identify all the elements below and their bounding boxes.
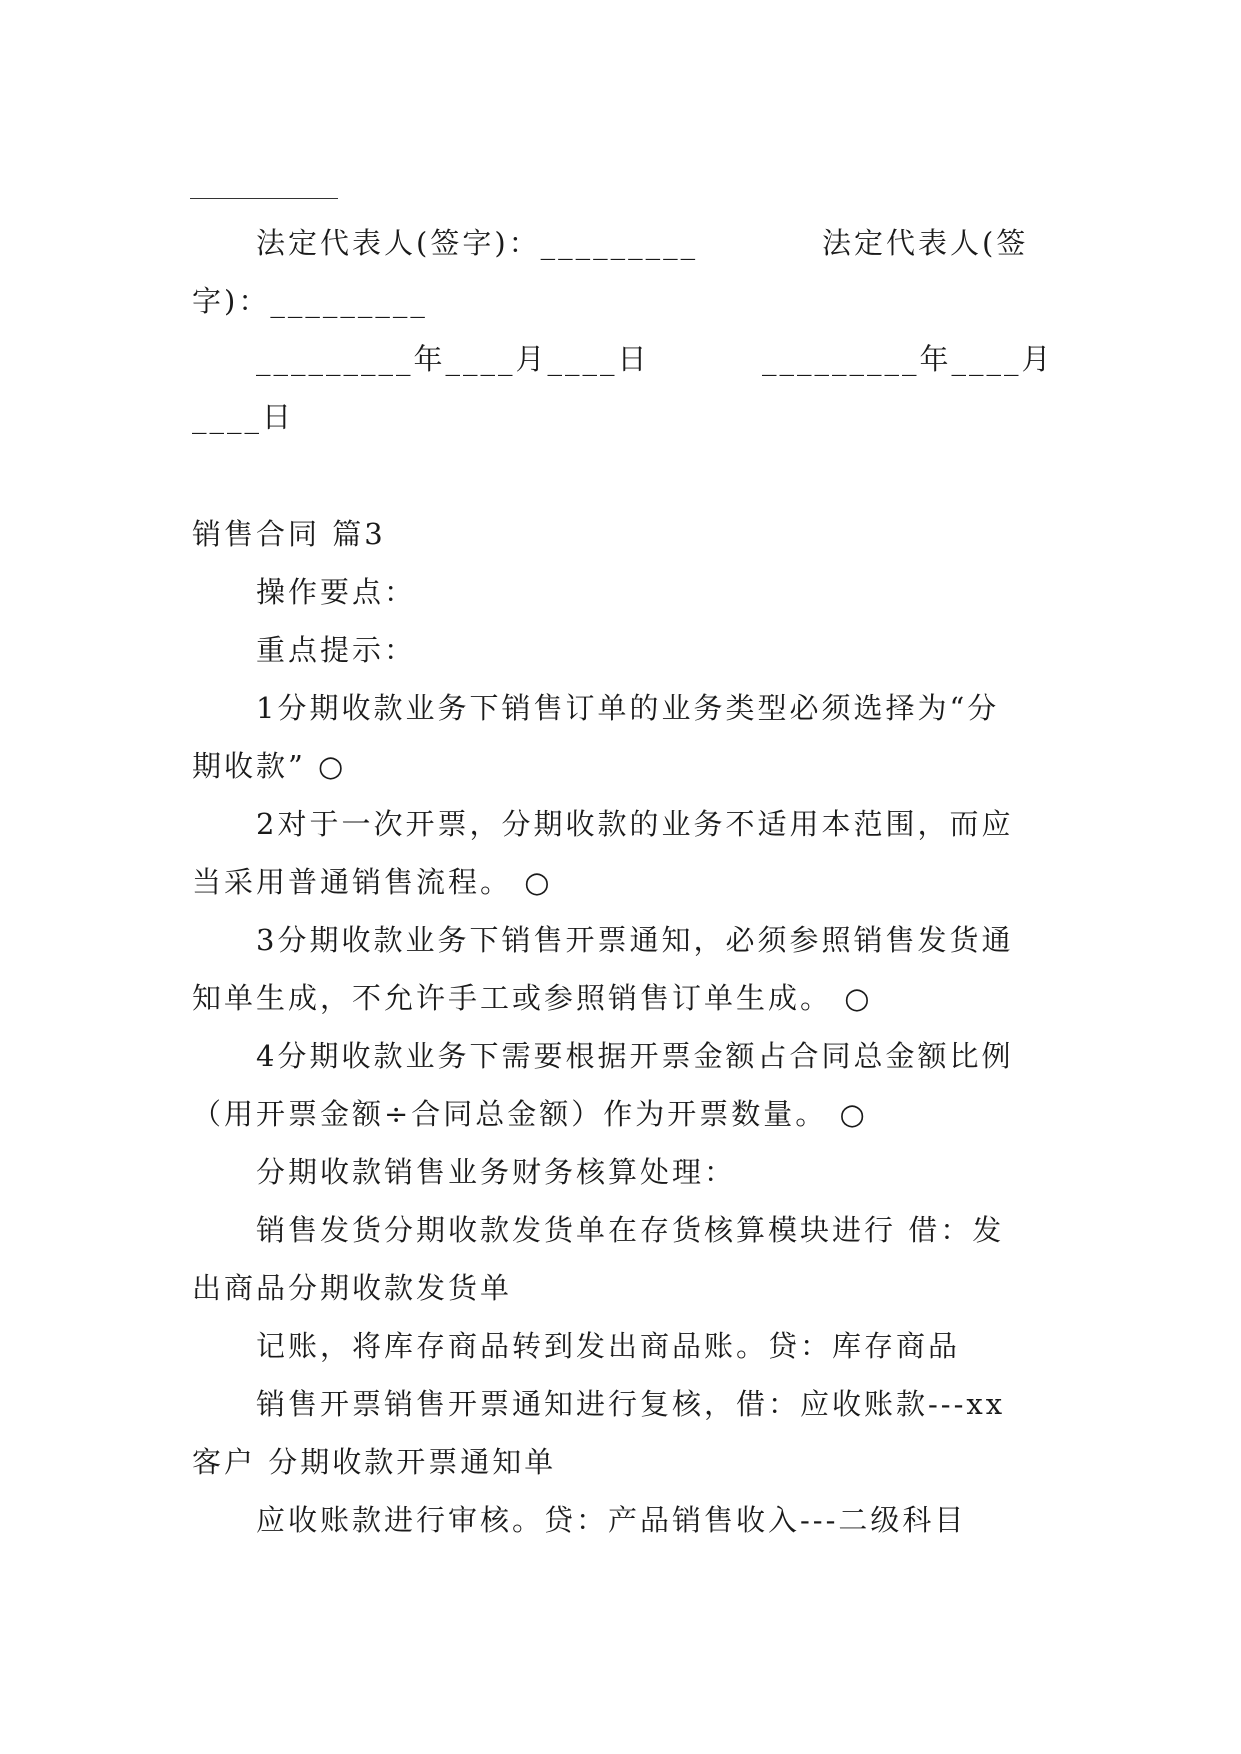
- signing-date-right: _________年____月: [762, 342, 1054, 376]
- point-2-line-2: 当采用普通销售流程。 ○: [192, 865, 553, 899]
- section-title: 销售合同 篇3: [192, 517, 386, 551]
- point-4-line-2: （用开票金额÷合同总金额）作为开票数量。 ○: [192, 1097, 868, 1131]
- entry-3-line-1: 销售开票销售开票通知进行复核，借：应收账款---xx: [256, 1387, 1006, 1421]
- legal-rep-signature-left: 法定代表人(签字)：_________: [256, 226, 699, 260]
- entry-1-line-1: 销售发货分期收款发货单在存货核算模块进行 借：发: [256, 1213, 1005, 1247]
- signature-underline: [190, 198, 338, 199]
- point-3-line-1: 3分期收款业务下销售开票通知，必须参照销售发货通: [256, 923, 1014, 957]
- entry-3-line-2: 客户 分期收款开票通知单: [192, 1445, 557, 1479]
- point-1-line-1: 1分期收款业务下销售订单的业务类型必须选择为“分: [256, 691, 1000, 725]
- point-3-line-2: 知单生成，不允许手工或参照销售订单生成。 ○: [192, 981, 873, 1015]
- point-2-line-1: 2对于一次开票，分期收款的业务不适用本范围，而应: [256, 807, 1014, 841]
- entry-2: 记账，将库存商品转到发出商品账。贷：库存商品: [256, 1329, 961, 1363]
- ops-heading: 操作要点：: [256, 575, 417, 609]
- signing-date-continued: ____日: [192, 400, 295, 434]
- legal-rep-signature-right: 法定代表人(签: [822, 226, 1029, 260]
- point-4-line-1: 4分期收款业务下需要根据开票金额占合同总金额比例: [256, 1039, 1014, 1073]
- point-1-line-2: 期收款” ○: [192, 749, 347, 783]
- entry-1-line-2: 出商品分期收款发货单: [192, 1271, 513, 1305]
- tips-heading: 重点提示：: [256, 633, 417, 667]
- entry-4: 应收账款进行审核。贷：产品销售收入---二级科目: [256, 1503, 967, 1537]
- legal-rep-signature-continued: 字)：_________: [192, 284, 428, 318]
- accounting-heading: 分期收款销售业务财务核算处理：: [256, 1155, 737, 1189]
- signing-date-left: _________年____月____日: [256, 342, 650, 376]
